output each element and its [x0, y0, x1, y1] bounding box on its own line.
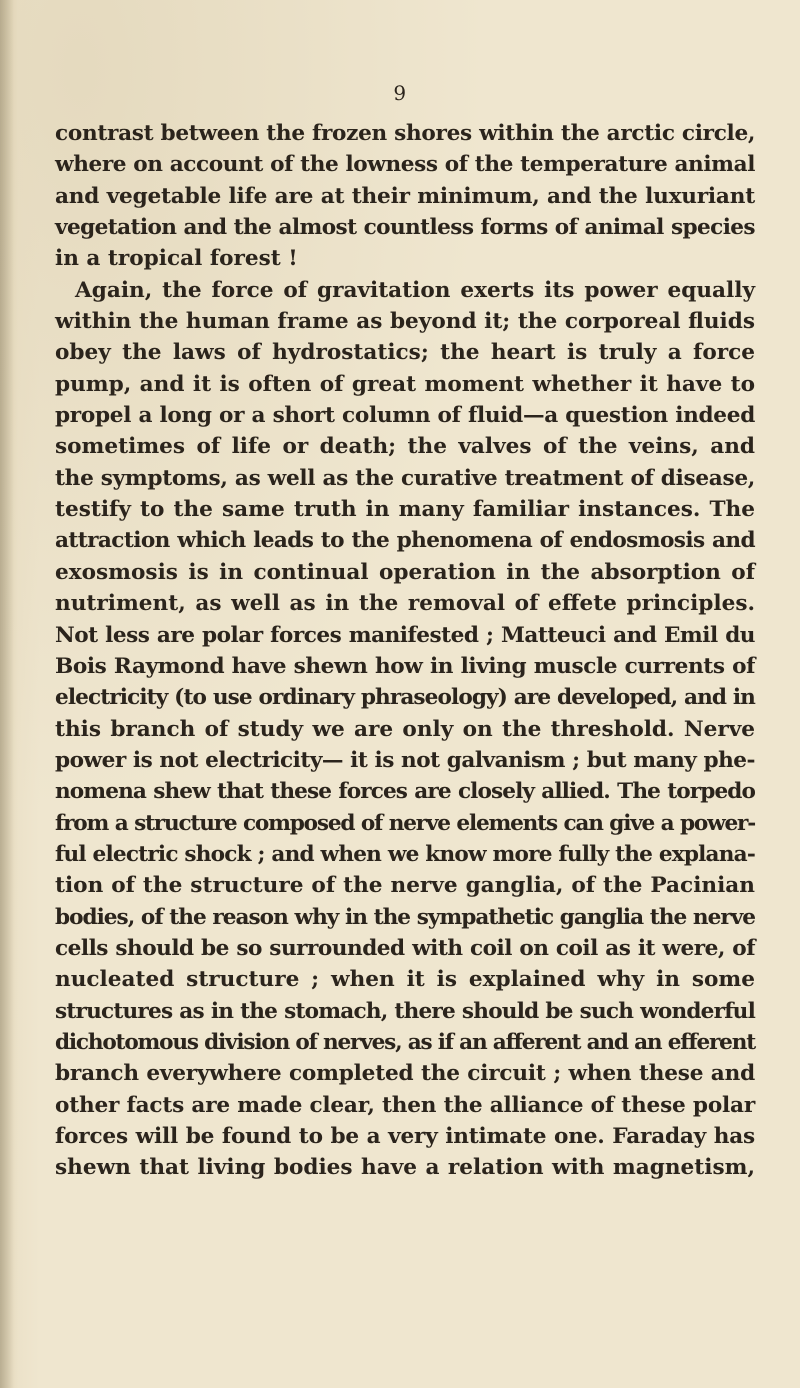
- text-line: sometimes of life or death; the valves of the veins, and: [55, 434, 755, 460]
- text-line: nutriment, as well as in the removal of effete principles.: [55, 591, 755, 617]
- text-line: other facts are made clear, then the alliance of these polar: [55, 1092, 755, 1118]
- page-gutter-shadow: [0, 0, 14, 1388]
- text-line: shewn that living bodies have a relation with magnetism,: [55, 1155, 755, 1181]
- text-line: bodies, of the reason why in the sympathetic ganglia the nerve: [55, 904, 755, 930]
- text-line: this branch of study we are only on the threshold. Nerve: [55, 716, 755, 742]
- text-line: vegetation and the almost countless forms of animal species: [55, 215, 755, 241]
- text-line: attraction which leads to the phenomena of endosmosis and: [55, 528, 755, 554]
- page-number: 9: [393, 81, 407, 105]
- text-line: where on account of the lowness of the temperature animal: [55, 152, 755, 178]
- text-line: power is not electricity— it is not galvanism ; but many phe-: [55, 747, 755, 773]
- text-line: from a structure composed of nerve elements can give a power-: [55, 810, 755, 836]
- text-line: cells should be so surrounded with coil on coil as it were, of: [55, 935, 755, 961]
- text-line: and vegetable life are at their minimum, and the luxuriant: [55, 183, 755, 209]
- text-line: electricity (to use ordinary phraseology) are developed, and in: [55, 685, 755, 711]
- text-line: exosmosis is in continual operation in the absorption of: [55, 559, 755, 585]
- text-line: branch everywhere completed the circuit ; when these and: [55, 1061, 755, 1087]
- text-line: nomena shew that these forces are closely allied. The torpedo: [55, 779, 755, 805]
- text-line: Again, the force of gravitation exerts its power equally: [75, 277, 755, 303]
- text-line: nucleated structure ; when it is explained why in some: [55, 967, 755, 993]
- text-line: ful electric shock ; and when we know more fully the explana-: [55, 841, 755, 867]
- text-line: structures as in the stomach, there should be such wonderful: [55, 998, 755, 1024]
- text-line: propel a long or a short column of fluid—a question indeed: [55, 403, 755, 429]
- text-line: the symptoms, as well as the curative treatment of disease,: [55, 465, 755, 491]
- text-line: dichotomous division of nerves, as if an afferent and an efferent: [55, 1029, 755, 1055]
- text-line: Not less are polar forces manifested ; Matteuci and Emil du: [55, 622, 755, 648]
- text-line: Bois Raymond have shewn how in living muscle currents of: [55, 653, 755, 679]
- text-line: testify to the same truth in many familiar instances. The: [55, 497, 755, 523]
- text-line: within the human frame as beyond it; the corporeal fluids: [55, 309, 755, 335]
- text-line: pump, and it is often of great moment whether it have to: [55, 371, 755, 397]
- text-line: contrast between the frozen shores within the arctic circle,: [55, 121, 756, 146]
- text-line: obey the laws of hydrostatics; the heart is truly a force: [55, 340, 755, 366]
- text-line: forces will be found to be a very intimate one. Faraday has: [55, 1124, 755, 1149]
- text-line: in a tropical forest !: [55, 246, 298, 272]
- text-line: tion of the structure of the nerve ganglia, of the Pacinian: [55, 873, 755, 899]
- body-text: [55, 118, 755, 1184]
